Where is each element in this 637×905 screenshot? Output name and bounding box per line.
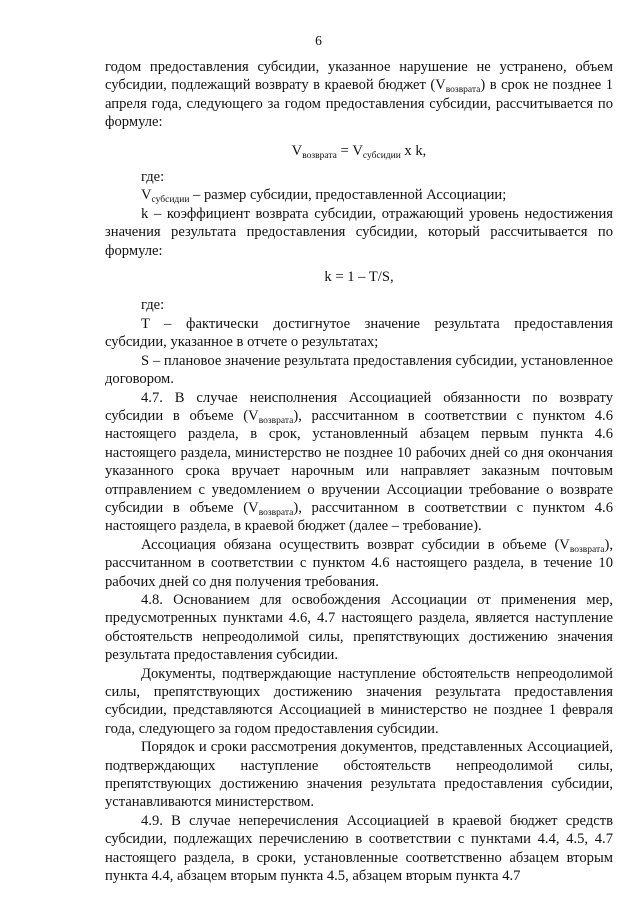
text-run: Ассоциация обязана осуществить возврат субсидии в объеме (V: [141, 536, 570, 553]
text-run: ) в срок не позднее 1 апреля года, следующего за годом предоставления субсидии, рассчитывается по формуле:: [105, 77, 613, 131]
paragraph-p-intro: [105, 58, 613, 132]
text-run: – размер субсидии, предоставленной Ассоциации;: [189, 187, 507, 204]
paragraph-p-docs: [105, 665, 613, 739]
text-run: Порядок и сроки рассмотрения документов, представленных Ассоциацией, подтверждающих наступление обстоятельств непреодолимой силы, препятствующих достижению значения результата предоставления субсидии, устанавливаются министерством.: [105, 739, 613, 811]
text-run: k = 1 – T/S,: [324, 269, 394, 286]
subscript: возврата: [569, 544, 605, 555]
paragraph-def-k: [105, 205, 613, 260]
page-number: 6: [315, 33, 322, 48]
text-run: x k,: [400, 142, 427, 159]
text-run: где:: [141, 169, 165, 186]
text-run: T – фактически достигнутое значение результата предоставления субсидии, указанное в отчете о результатах;: [105, 315, 613, 351]
text-run: ), рассчитанном в соответствии с пунктом 4.6 настоящего раздела, в срок, установленный абзацем первым пункта 4.6 настоящего раздела, министерство не позднее 10 рабочих дней со дня окончания указанного срока вручает нарочным или направляет заказным почтовым отправлением с уведомлением о вручении Ассоциации требование о возврате субсидии в объеме (V: [105, 407, 613, 516]
subscript: субсидии: [362, 150, 401, 161]
text-run: Документы, подтверждающие наступление обстоятельств непреодолимой силы, препятствующих достижению значения результата предоставления субсидии, представляются Ассоциацией в министерство не позднее 1 февраля года, следующего за годом предоставления субсидии.: [105, 665, 613, 737]
text-run: 4.7. В случае неисполнения Ассоциацией обязанности по возврату субсидии в объеме (V: [105, 389, 613, 424]
paragraph-p-order: [105, 738, 613, 812]
text-run: ), рассчитанном в соответствии с пунктом 4.6 настоящего раздела, в течение 10 рабочих дней со дня получения требования.: [105, 536, 613, 590]
paragraph-gde-1: [105, 168, 613, 186]
paragraph-def-s: [105, 352, 613, 389]
text-run: V: [291, 142, 303, 159]
paragraph-def-v: [105, 186, 613, 204]
paragraph-def-t: [105, 315, 613, 352]
subscript: субсидии: [151, 195, 190, 206]
subscript: возврата: [302, 150, 337, 161]
text-run: V: [141, 187, 152, 204]
paragraph-p-4-7: [105, 389, 613, 536]
text-run: S – плановое значение результата предоставления субсидии, установленное договором.: [105, 352, 613, 388]
paragraph-p-assoc: [105, 536, 613, 591]
text-run: 4.9. В случае неперечисления Ассоциацией в краевой бюджет средств субсидии, подлежащих перечислению в соответствии с пунктами 4.4, 4.5, 4.7 настоящего раздела, в сроки, установленные соответственно абзацем вторым пункта 4.4, абзацем вторым пункта 4.5, абзацем вторым пункта 4.7: [105, 812, 613, 885]
text-run: k – коэффициент возврата субсидии, отражающий уровень недостижения значения результата предоставления субсидии, который рассчитывается по формуле:: [105, 205, 613, 259]
subscript: возврата: [258, 415, 294, 426]
text-run: ), рассчитанном в соответствии с пунктом 4.6 настоящего раздела, в краевой бюджет (далее – требование).: [105, 499, 613, 535]
text-run: где:: [141, 297, 165, 314]
paragraph-gde-2: [105, 296, 613, 314]
paragraph-formula-1: [105, 142, 613, 160]
paragraph-p-4-8: [105, 591, 613, 665]
text-run: 4.8. Основанием для освобождения Ассоциации от применения мер, предусмотренных пунктами 4.6, 4.7 настоящего раздела, является наступление обстоятельств непреодолимой силы, препятствующих достижению значения результата предоставления субсидии.: [105, 591, 613, 664]
document-body: [105, 58, 613, 885]
paragraph-formula-2: [105, 268, 613, 286]
subscript: возврата: [258, 507, 294, 518]
text-run: годом предоставления субсидии, указанное нарушение не устранено, объем субсидии, подлежащий возврату в краевой бюджет (V: [105, 59, 613, 94]
text-run: = V: [336, 142, 363, 159]
paragraph-p-4-9: [105, 812, 613, 886]
subscript: возврата: [445, 85, 481, 96]
